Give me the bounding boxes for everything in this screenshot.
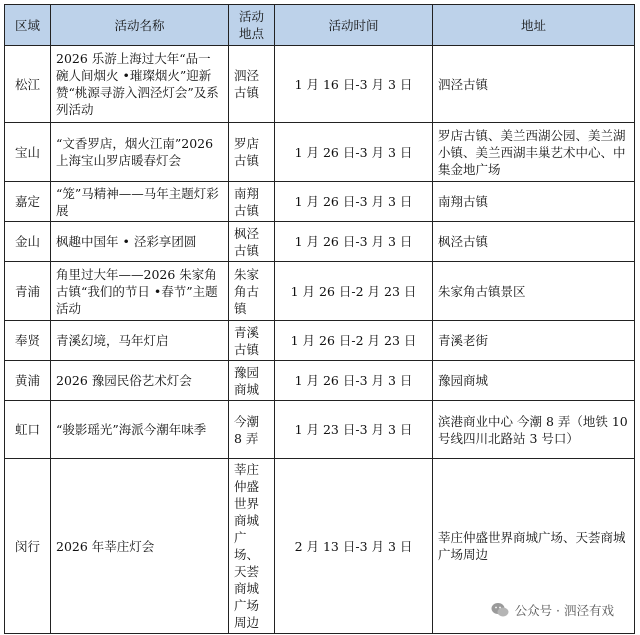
watermark-text: 公众号 · 泗泾有戏	[514, 603, 614, 618]
cell-region: 松江	[5, 46, 51, 123]
cell-place: 泗泾古镇	[229, 46, 275, 123]
table-row	[5, 262, 635, 321]
cell-region: 宝山	[5, 123, 51, 182]
cell-place: 青溪古镇	[229, 321, 275, 361]
watermark	[491, 601, 614, 619]
cell-address: 泗泾古镇	[433, 46, 635, 123]
table-row	[5, 401, 635, 459]
header-row	[5, 5, 635, 46]
cell-place: 豫园商城	[229, 361, 275, 401]
cell-time: 1 月 26 日-3 月 3 日	[275, 123, 433, 182]
header-address: 地址	[433, 5, 635, 46]
cell-time: 1 月 26 日-3 月 3 日	[275, 222, 433, 262]
header-time: 活动时间	[275, 5, 433, 46]
table-row	[5, 182, 635, 222]
cell-time: 1 月 26 日-2 月 23 日	[275, 321, 433, 361]
cell-region: 嘉定	[5, 182, 51, 222]
cell-address: 滨港商业中心 今潮 8 弄（地铁 10 号线四川北路站 3 号口）	[433, 401, 635, 459]
cell-place: 莘庄仲盛世界商城广场、天荟商城广场周边	[229, 459, 275, 634]
cell-name: 枫趣中国年 • 泾彩享团圆	[51, 222, 229, 262]
table-row	[5, 46, 635, 123]
cell-address: 罗店古镇、美兰西湖公园、美兰湖小镇、美兰西湖丰巢艺术中心、中集金地广场	[433, 123, 635, 182]
cell-address: 南翔古镇	[433, 182, 635, 222]
cell-name: 角里过大年——2026 朱家角古镇“我们的节日 •春节”主题活动	[51, 262, 229, 321]
cell-address: 枫泾古镇	[433, 222, 635, 262]
wechat-icon	[491, 602, 509, 618]
cell-place: 今潮 8 弄	[229, 401, 275, 459]
cell-address: 莘庄仲盛世界商城广场、天荟商城广场周边	[433, 459, 635, 634]
cell-name: 青溪幻境，马年灯启	[51, 321, 229, 361]
events-table	[4, 4, 635, 634]
cell-place: 南翔古镇	[229, 182, 275, 222]
cell-place: 枫泾古镇	[229, 222, 275, 262]
header-name: 活动名称	[51, 5, 229, 46]
cell-time: 1 月 26 日-3 月 3 日	[275, 182, 433, 222]
table-row	[5, 123, 635, 182]
cell-name: 2026 乐游上海过大年“品一碗人间烟火 •璀璨烟火”迎新赞“桃源寻游入泗泾灯会”及系列活动	[51, 46, 229, 123]
header-region: 区域	[5, 5, 51, 46]
cell-name: “文香罗店，烟火江南”2026 上海宝山罗店暖春灯会	[51, 123, 229, 182]
cell-region: 虹口	[5, 401, 51, 459]
cell-region: 黄浦	[5, 361, 51, 401]
cell-time: 1 月 23 日-3 月 3 日	[275, 401, 433, 459]
cell-address: 朱家角古镇景区	[433, 262, 635, 321]
cell-time: 1 月 26 日-2 月 23 日	[275, 262, 433, 321]
cell-region: 青浦	[5, 262, 51, 321]
cell-region: 奉贤	[5, 321, 51, 361]
cell-name: “笼”马精神——马年主题灯彩展	[51, 182, 229, 222]
cell-place: 朱家角古镇	[229, 262, 275, 321]
cell-name: 2026 豫园民俗艺术灯会	[51, 361, 229, 401]
cell-name: 2026 年莘庄灯会	[51, 459, 229, 634]
cell-time: 1 月 16 日-3 月 3 日	[275, 46, 433, 123]
table-row	[5, 361, 635, 401]
header-place: 活动 地点	[229, 5, 275, 46]
cell-address: 青溪老街	[433, 321, 635, 361]
cell-place: 罗店古镇	[229, 123, 275, 182]
cell-region: 金山	[5, 222, 51, 262]
cell-time: 1 月 26 日-3 月 3 日	[275, 361, 433, 401]
table-row	[5, 222, 635, 262]
cell-address: 豫园商城	[433, 361, 635, 401]
table-row	[5, 321, 635, 361]
cell-time: 2 月 13 日-3 月 3 日	[275, 459, 433, 634]
cell-region: 闵行	[5, 459, 51, 634]
cell-name: “骏影瑶光”海派今潮年味季	[51, 401, 229, 459]
